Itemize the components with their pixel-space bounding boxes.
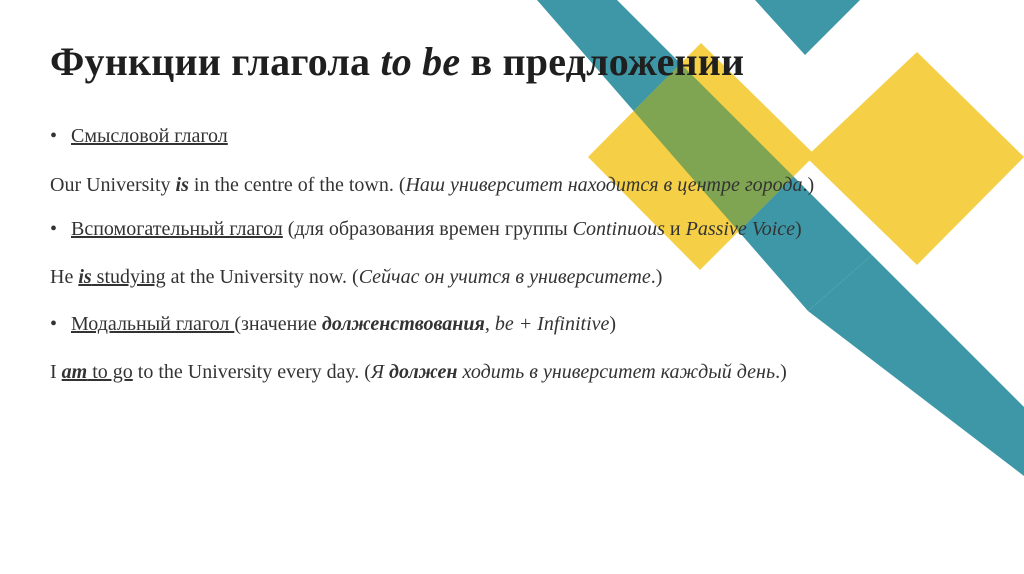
title-text-end: в предложении bbox=[460, 39, 745, 84]
term-continuous: Continuous bbox=[572, 218, 665, 240]
example-translation: Сейчас он учится в университете bbox=[358, 266, 651, 288]
example-auxiliary-verb bbox=[50, 265, 960, 290]
example-verb: is bbox=[175, 174, 189, 196]
bullet-marker: • bbox=[50, 218, 58, 240]
example-text: at the University now. ( bbox=[165, 266, 359, 288]
example-text: .) bbox=[802, 174, 815, 196]
example-modal-verb bbox=[50, 360, 960, 385]
example-main-verb bbox=[50, 173, 960, 198]
example-underlined-verb bbox=[78, 266, 165, 288]
slide-content bbox=[50, 124, 960, 385]
example-text: I bbox=[50, 361, 62, 383]
bullet-label-modal-verb: Модальный глагол bbox=[71, 313, 235, 335]
bullet-text: (значение bbox=[234, 313, 322, 335]
example-verb: am bbox=[61, 361, 88, 383]
example-text: in the centre of the town. ( bbox=[188, 174, 406, 196]
bullet-marker: • bbox=[50, 313, 58, 335]
example-underlined-verb bbox=[62, 361, 133, 383]
example-text: Our University bbox=[50, 174, 176, 196]
title-text: Функции глагола bbox=[50, 39, 381, 84]
example-verb: is bbox=[78, 266, 92, 288]
term-formula: be + Infinitive bbox=[494, 313, 610, 335]
example-translation-bold: должен bbox=[389, 361, 458, 383]
example-verb-rest: studying bbox=[91, 266, 166, 288]
slide-title bbox=[50, 38, 744, 85]
bullet-text: , bbox=[484, 313, 495, 335]
example-text: He bbox=[50, 266, 79, 288]
term-obligation: долженствования bbox=[321, 313, 485, 335]
bullet-label-auxiliary-verb: Вспомогательный глагол bbox=[71, 218, 283, 240]
example-translation: Я bbox=[370, 361, 390, 383]
term-passive-voice: Passive Voice bbox=[685, 218, 796, 240]
bullet-label-main-verb: Смысловой глагол bbox=[71, 125, 228, 147]
bullet-text: и bbox=[664, 218, 686, 240]
example-translation: Наш университет находится в центре города bbox=[405, 174, 803, 196]
title-emphasis: to be bbox=[380, 39, 461, 84]
example-verb-rest: to go bbox=[87, 361, 133, 383]
example-text: to the University every day. ( bbox=[132, 361, 371, 383]
bullet-text: ) bbox=[609, 313, 617, 335]
bullet-text: ) bbox=[795, 218, 802, 240]
bullet-auxiliary-verb bbox=[50, 217, 960, 242]
example-text: .) bbox=[775, 361, 787, 383]
bullet-text: (для образования времен группы bbox=[282, 218, 573, 240]
teal-band-top bbox=[755, 0, 860, 55]
example-text: .) bbox=[650, 266, 663, 288]
example-translation: ходить в университет каждый день bbox=[457, 361, 776, 383]
bullet-modal-verb bbox=[50, 312, 960, 337]
bullet-main-verb bbox=[50, 124, 960, 149]
bullet-marker: • bbox=[50, 125, 58, 147]
